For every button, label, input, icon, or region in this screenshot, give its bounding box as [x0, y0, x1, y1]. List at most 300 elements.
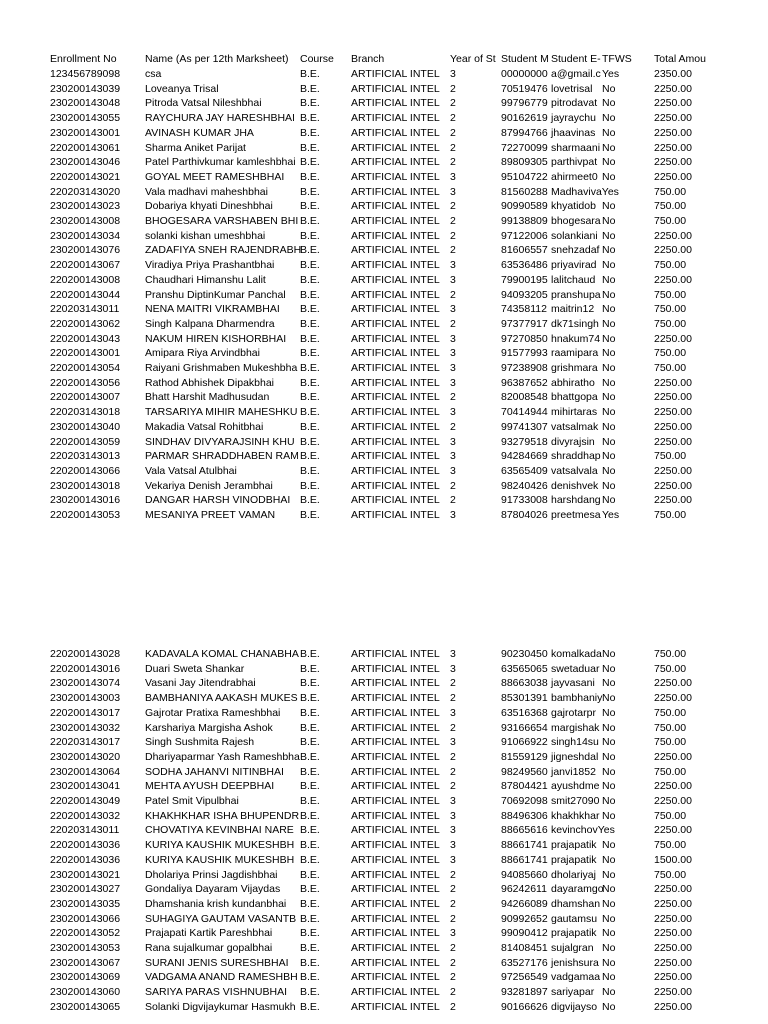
- student-email-cell: dholariyaj: [551, 868, 596, 881]
- student-name-cell: Dhariyaparmar Yash Rameshbha: [145, 750, 300, 763]
- table-row: [0, 155, 768, 170]
- table-row: [0, 67, 768, 82]
- student-mobile-cell: 87994766: [501, 126, 548, 139]
- year-of-study-cell: 3: [450, 824, 456, 837]
- total-amount-cell: 2250.00: [654, 273, 692, 286]
- course-cell: B.E.: [300, 1000, 320, 1013]
- student-email-cell: maitrin12: [551, 303, 595, 316]
- student-mobile-cell: 99796779: [501, 97, 548, 110]
- table-row: [0, 420, 768, 435]
- tfws-cell: No: [602, 927, 616, 940]
- student-email-cell: a@gmail.c: [551, 68, 601, 80]
- student-email-cell: prajapatik: [551, 927, 597, 940]
- student-mobile-cell: 98249560: [501, 765, 548, 778]
- student-mobile-cell: 79900195: [501, 273, 548, 286]
- branch-cell: ARTIFICIAL INTEL: [351, 112, 440, 125]
- student-mobile-cell: 98240426: [501, 479, 548, 492]
- branch-cell: ARTIFICIAL INTEL: [351, 479, 440, 492]
- total-amount-cell: 2250.00: [654, 97, 692, 110]
- branch-cell: ARTIFICIAL INTEL: [351, 692, 440, 705]
- total-amount-cell: 2250.00: [654, 692, 692, 705]
- tfws-cell: TFWS: [602, 53, 632, 65]
- course-cell: B.E.: [300, 68, 320, 80]
- student-email-cell: jayvasani: [551, 677, 595, 690]
- student-mobile-cell: 90166626: [501, 1000, 548, 1013]
- enrollment-no-cell: 230200143003: [50, 692, 121, 705]
- student-name-cell: Bhatt Harshit Madhusudan: [145, 391, 270, 404]
- branch-cell: ARTIFICIAL INTEL: [351, 141, 440, 154]
- course-cell: B.E.: [300, 736, 320, 749]
- student-name-cell: csa: [145, 68, 162, 80]
- student-email-cell: preetmesa: [551, 509, 601, 521]
- student-name-cell: MESANIYA PREET VAMAN: [145, 509, 276, 521]
- course-cell: B.E.: [300, 494, 320, 507]
- enrollment-no-cell: 220203143018: [50, 406, 121, 419]
- branch-cell: ARTIFICIAL INTEL: [351, 450, 440, 463]
- table-row: [0, 750, 768, 765]
- branch-cell: ARTIFICIAL INTEL: [351, 897, 440, 910]
- student-mobile-cell: 88496306: [501, 809, 548, 822]
- student-name-cell: DANGAR HARSH VINODBHAI: [145, 494, 291, 507]
- total-amount-cell: 2350.00: [654, 68, 692, 80]
- student-name-cell: SUHAGIYA GAUTAM VASANTB: [145, 912, 297, 925]
- branch-cell: ARTIFICIAL INTEL: [351, 435, 440, 448]
- total-amount-cell: Total Amou: [654, 53, 706, 65]
- year-of-study-cell: 2: [450, 215, 456, 227]
- enrollment-no-cell: 230200143074: [50, 677, 121, 690]
- student-mobile-cell: 63536486: [501, 259, 548, 272]
- enrollment-no-cell: 230200143032: [50, 721, 121, 734]
- student-mobile-cell: 97122006: [501, 229, 548, 242]
- student-name-cell: Gajrotar Pratixa Rameshbhai: [145, 706, 281, 719]
- year-of-study-cell: 3: [450, 362, 456, 374]
- table-row: [0, 229, 768, 244]
- branch-cell: ARTIFICIAL INTEL: [351, 750, 440, 763]
- branch-cell: ARTIFICIAL INTEL: [351, 185, 440, 198]
- total-amount-cell: 750.00: [654, 288, 687, 301]
- student-name-cell: KURIYA KAUSHIK MUKESHBH: [145, 853, 295, 866]
- table-row: [0, 508, 768, 523]
- total-amount-cell: 750.00: [654, 200, 687, 213]
- table-row: [0, 985, 768, 1000]
- student-mobile-cell: 87804026: [501, 509, 548, 521]
- year-of-study-cell: 3: [450, 853, 456, 866]
- course-cell: B.E.: [300, 244, 320, 257]
- year-of-study-cell: 2: [450, 494, 456, 507]
- student-name-cell: Dholariya Prinsi Jagdishbhai: [145, 868, 278, 881]
- course-cell: B.E.: [300, 912, 320, 925]
- student-mobile-cell: 85301391: [501, 692, 548, 705]
- total-amount-cell: 2250.00: [654, 971, 692, 984]
- branch-cell: ARTIFICIAL INTEL: [351, 662, 440, 675]
- student-mobile-cell: 88661741: [501, 839, 548, 852]
- enrollment-no-cell: 220200143053: [50, 509, 121, 521]
- student-name-cell: Gondaliya Dayaram Vijaydas: [145, 883, 281, 896]
- branch-cell: ARTIFICIAL INTEL: [351, 795, 440, 807]
- total-amount-cell: 750.00: [654, 765, 687, 778]
- branch-cell: ARTIFICIAL INTEL: [351, 406, 440, 419]
- student-email-cell: solankiani: [551, 229, 598, 242]
- course-cell: B.E.: [300, 303, 320, 316]
- year-of-study-cell: 3: [450, 809, 456, 822]
- table-row: [0, 170, 768, 185]
- total-amount-cell: 750.00: [654, 706, 687, 719]
- student-email-cell: bhattgopa: [551, 391, 598, 404]
- student-mobile-cell: Student M: [501, 53, 549, 65]
- table-row: [0, 435, 768, 450]
- branch-cell: ARTIFICIAL INTEL: [351, 332, 440, 345]
- table-row: [0, 390, 768, 405]
- total-amount-cell: 1500.00: [654, 853, 692, 866]
- table-row: [0, 317, 768, 332]
- table-row: [0, 376, 768, 391]
- course-cell: B.E.: [300, 317, 320, 330]
- student-name-cell: Rathod Abhishek Dipakbhai: [145, 376, 275, 389]
- year-of-study-cell: 2: [450, 942, 456, 954]
- branch-cell: ARTIFICIAL INTEL: [351, 509, 440, 521]
- student-email-cell: sharmaani: [551, 141, 601, 154]
- student-email-cell: pitrodavat: [551, 97, 598, 110]
- branch-cell: ARTIFICIAL INTEL: [351, 82, 440, 95]
- student-name-cell: CHOVATIYA KEVINBHAI NARE: [145, 824, 294, 837]
- student-email-cell: dhamshan: [551, 897, 601, 910]
- tfws-cell: No: [602, 780, 616, 793]
- year-of-study-cell: 2: [450, 750, 456, 763]
- student-email-cell: janvi1852: [551, 765, 596, 778]
- student-email-cell: abhiratho: [551, 376, 595, 389]
- total-amount-cell: 750.00: [654, 721, 687, 734]
- student-name-cell: Viradiya Priya Prashantbhai: [145, 259, 275, 272]
- enrollment-no-cell: 220200143067: [50, 259, 121, 272]
- total-amount-cell: 750.00: [654, 868, 687, 881]
- student-mobile-cell: 70519476: [501, 82, 548, 95]
- student-email-cell: jigneshdal: [551, 750, 599, 763]
- year-of-study-cell: 3: [450, 839, 456, 852]
- course-cell: B.E.: [300, 406, 320, 419]
- table-row: [0, 214, 768, 229]
- total-amount-cell: 2250.00: [654, 986, 692, 999]
- student-email-cell: divyrajsin: [551, 435, 595, 448]
- year-of-study-cell: 2: [450, 391, 456, 404]
- student-email-cell: pranshupa: [551, 288, 601, 301]
- student-mobile-cell: 96387652: [501, 376, 548, 389]
- student-name-cell: Patel Smit Vipulbhai: [145, 795, 239, 807]
- enrollment-no-cell: 220200143044: [50, 288, 121, 301]
- student-mobile-cell: 90230450: [501, 648, 548, 660]
- enrollment-no-cell: 220200143052: [50, 927, 121, 940]
- enrollment-no-cell: 230200143048: [50, 97, 121, 110]
- branch-cell: ARTIFICIAL INTEL: [351, 883, 440, 896]
- branch-cell: ARTIFICIAL INTEL: [351, 347, 440, 360]
- table-row: [0, 706, 768, 721]
- student-email-cell: denishvek: [551, 479, 599, 492]
- tfws-cell: No: [602, 170, 616, 183]
- course-cell: B.E.: [300, 229, 320, 242]
- total-amount-cell: 750.00: [654, 662, 687, 675]
- student-name-cell: ZADAFIYA SNEH RAJENDRABH: [145, 244, 302, 257]
- tfws-cell: No: [602, 971, 616, 984]
- year-of-study-cell: 3: [450, 706, 456, 719]
- tfws-cell: No: [602, 765, 616, 778]
- tfws-cell: No: [602, 839, 616, 852]
- branch-cell: ARTIFICIAL INTEL: [351, 971, 440, 984]
- year-of-study-cell: 3: [450, 509, 456, 521]
- student-mobile-cell: 81560288: [501, 185, 548, 198]
- course-cell: B.E.: [300, 288, 320, 301]
- course-cell: B.E.: [300, 259, 320, 272]
- branch-cell: ARTIFICIAL INTEL: [351, 853, 440, 866]
- enrollment-no-cell: 220200143066: [50, 464, 121, 477]
- student-mobile-cell: 63565409: [501, 464, 548, 477]
- student-mobile-cell: 90162619: [501, 112, 548, 125]
- student-mobile-cell: 70692098: [501, 795, 548, 807]
- course-cell: B.E.: [300, 824, 320, 837]
- course-cell: B.E.: [300, 200, 320, 213]
- tfws-cell: No: [602, 912, 616, 925]
- table-row: [0, 721, 768, 736]
- student-name-cell: VADGAMA ANAND RAMESHBH: [145, 971, 298, 984]
- table-row: [0, 258, 768, 273]
- course-cell: B.E.: [300, 721, 320, 734]
- year-of-study-cell: 2: [450, 156, 456, 169]
- student-name-cell: Vasani Jay Jitendrabhai: [145, 677, 256, 690]
- tfws-cell: No: [602, 215, 616, 227]
- course-cell: B.E.: [300, 141, 320, 154]
- total-amount-cell: 750.00: [654, 450, 687, 463]
- enrollment-no-cell: 220200143036: [50, 839, 121, 852]
- student-mobile-cell: 99090412: [501, 927, 548, 940]
- course-cell: B.E.: [300, 215, 320, 227]
- tfws-cell: No: [602, 97, 616, 110]
- branch-cell: ARTIFICIAL INTEL: [351, 839, 440, 852]
- year-of-study-cell: 3: [450, 332, 456, 345]
- table-row: [0, 332, 768, 347]
- tfws-cell: No: [602, 464, 616, 477]
- enrollment-no-cell: 220200143021: [50, 170, 121, 183]
- branch-cell: ARTIFICIAL INTEL: [351, 780, 440, 793]
- enrollment-no-cell: 220200143036: [50, 853, 121, 866]
- branch-cell: Branch: [351, 53, 385, 65]
- year-of-study-cell: 3: [450, 406, 456, 419]
- tfws-cell: No: [602, 126, 616, 139]
- branch-cell: ARTIFICIAL INTEL: [351, 1000, 440, 1013]
- course-cell: B.E.: [300, 897, 320, 910]
- student-email-cell: kevinchovYes: [551, 824, 615, 837]
- branch-cell: ARTIFICIAL INTEL: [351, 376, 440, 389]
- table-row: [0, 676, 768, 691]
- student-email-cell: gautamsu: [551, 912, 598, 925]
- student-name-cell: KURIYA KAUSHIK MUKESHBH: [145, 839, 295, 852]
- year-of-study-cell: 2: [450, 956, 456, 969]
- student-mobile-cell: 94266089: [501, 897, 548, 910]
- branch-cell: ARTIFICIAL INTEL: [351, 868, 440, 881]
- student-name-cell: MEHTA AYUSH DEEPBHAI: [145, 780, 275, 793]
- student-email-cell: vatsalvala: [551, 464, 598, 477]
- table-row: [0, 288, 768, 303]
- tfws-cell: No: [602, 853, 616, 866]
- branch-cell: ARTIFICIAL INTEL: [351, 986, 440, 999]
- student-name-cell: Vala madhavi maheshbhai: [145, 185, 268, 198]
- student-email-cell: sariyapar: [551, 986, 595, 999]
- tfws-cell: No: [602, 391, 616, 404]
- course-cell: Course: [300, 53, 334, 65]
- year-of-study-cell: 3: [450, 273, 456, 286]
- total-amount-cell: 2250.00: [654, 780, 692, 793]
- enrollment-no-cell: 230200143039: [50, 82, 121, 95]
- year-of-study-cell: 2: [450, 97, 456, 110]
- student-name-cell: Pranshu DiptinKumar Panchal: [145, 288, 286, 301]
- student-mobile-cell: 91577993: [501, 347, 548, 360]
- student-mobile-cell: 89809305: [501, 156, 548, 169]
- student-name-cell: Rana sujalkumar gopalbhai: [145, 942, 273, 954]
- student-name-cell: Duari Sweta Shankar: [145, 662, 245, 675]
- total-amount-cell: 2250.00: [654, 897, 692, 910]
- student-mobile-cell: 95104722: [501, 170, 548, 183]
- table-row: [0, 765, 768, 780]
- student-email-cell: snehzadaf: [551, 244, 600, 257]
- branch-cell: ARTIFICIAL INTEL: [351, 303, 440, 316]
- year-of-study-cell: 2: [450, 200, 456, 213]
- student-mobile-cell: 91066922: [501, 736, 548, 749]
- total-amount-cell: 750.00: [654, 736, 687, 749]
- student-mobile-cell: 99741307: [501, 420, 548, 433]
- total-amount-cell: 750.00: [654, 215, 687, 227]
- enrollment-no-cell: 230200143027: [50, 883, 121, 896]
- year-of-study-cell: 2: [450, 420, 456, 433]
- tfws-cell: No: [602, 736, 616, 749]
- student-mobile-cell: 94093205: [501, 288, 548, 301]
- enrollment-no-cell: 220200143001: [50, 347, 121, 360]
- student-mobile-cell: 63527176: [501, 956, 548, 969]
- total-amount-cell: 750.00: [654, 362, 687, 374]
- enrollment-no-cell: 230200143046: [50, 156, 121, 169]
- tfws-cell: No: [602, 692, 616, 705]
- enrollment-no-cell: 230200143040: [50, 420, 121, 433]
- student-email-cell: shraddhap: [551, 450, 601, 463]
- total-amount-cell: 2250.00: [654, 824, 692, 837]
- enrollment-no-cell: 230200143065: [50, 1000, 121, 1013]
- year-of-study-cell: 3: [450, 376, 456, 389]
- enrollment-no-cell: 230200143055: [50, 112, 121, 125]
- table-row: [0, 449, 768, 464]
- branch-cell: ARTIFICIAL INTEL: [351, 765, 440, 778]
- course-cell: B.E.: [300, 780, 320, 793]
- student-mobile-cell: 97270850: [501, 332, 548, 345]
- student-email-cell: khyatidob: [551, 200, 596, 213]
- tfws-cell: No: [602, 883, 616, 896]
- tfws-cell: No: [602, 362, 616, 374]
- total-amount-cell: 750.00: [654, 347, 687, 360]
- tfws-cell: No: [602, 721, 616, 734]
- branch-cell: ARTIFICIAL INTEL: [351, 259, 440, 272]
- total-amount-cell: 2250.00: [654, 750, 692, 763]
- student-name-cell: KADAVALA KOMAL CHANABHA: [145, 648, 299, 660]
- branch-cell: ARTIFICIAL INTEL: [351, 464, 440, 477]
- student-email-cell: mihirtaras: [551, 406, 598, 419]
- tfws-cell: No: [602, 317, 616, 330]
- branch-cell: ARTIFICIAL INTEL: [351, 170, 440, 183]
- course-cell: B.E.: [300, 464, 320, 477]
- table-row: [0, 794, 768, 809]
- enrollment-no-cell: 220203143020: [50, 185, 121, 198]
- student-name-cell: Makadia Vatsal Rohitbhai: [145, 420, 264, 433]
- tfws-cell: No: [602, 435, 616, 448]
- total-amount-cell: 2250.00: [654, 391, 692, 404]
- tfws-cell: [602, 185, 652, 200]
- year-of-study-cell: 2: [450, 986, 456, 999]
- year-of-study-cell: 3: [450, 435, 456, 448]
- table-row: [0, 735, 768, 750]
- student-mobile-cell: 97377917: [501, 317, 548, 330]
- year-of-study-cell: 2: [450, 229, 456, 242]
- tfws-cell: No: [602, 809, 616, 822]
- course-cell: B.E.: [300, 376, 320, 389]
- student-name-cell: Vekariya Denish Jerambhai: [145, 479, 273, 492]
- tfws-cell: No: [602, 82, 616, 95]
- student-name-cell: SINDHAV DIVYARAJSINH KHU: [145, 435, 295, 448]
- student-name-cell: BHOGESARA VARSHABEN BHI: [145, 215, 299, 227]
- total-amount-cell: 2250.00: [654, 1000, 692, 1013]
- student-mobile-cell: 87804421: [501, 780, 548, 793]
- year-of-study-cell: 2: [450, 317, 456, 330]
- branch-cell: ARTIFICIAL INTEL: [351, 317, 440, 330]
- student-email-cell: jayraychu: [551, 112, 596, 125]
- course-cell: B.E.: [300, 82, 320, 95]
- student-name-cell: solanki kishan umeshbhai: [145, 229, 266, 242]
- branch-cell: ARTIFICIAL INTEL: [351, 229, 440, 242]
- tfws-cell: No: [602, 677, 616, 690]
- student-email-cell: vatsalmak: [551, 420, 599, 433]
- student-name-cell: Chaudhari Himanshu Lalit: [145, 273, 266, 286]
- year-of-study-cell: 3: [450, 736, 456, 749]
- tfws-cell: No: [602, 662, 616, 675]
- student-name-cell: BAMBHANIYA AAKASH MUKES: [145, 692, 298, 705]
- year-of-study-cell: 3: [450, 185, 456, 198]
- course-cell: B.E.: [300, 692, 320, 705]
- enrollment-no-cell: 230200143016: [50, 494, 121, 507]
- total-amount-cell: 2250.00: [654, 126, 692, 139]
- student-email-cell: prajapatik: [551, 853, 597, 866]
- table-row: [0, 926, 768, 941]
- course-cell: B.E.: [300, 156, 320, 169]
- table-row: [0, 912, 768, 927]
- enrollment-no-cell: 230200143034: [50, 229, 121, 242]
- total-amount-cell: 2250.00: [654, 420, 692, 433]
- tfws-cell: No: [602, 795, 616, 807]
- total-amount-cell: 750.00: [654, 259, 687, 272]
- course-cell: B.E.: [300, 170, 320, 183]
- student-email-cell: priyavirad: [551, 259, 597, 272]
- table-row: [0, 405, 768, 420]
- tfws-cell: No: [602, 750, 616, 763]
- branch-cell: ARTIFICIAL INTEL: [351, 420, 440, 433]
- enrollment-no-cell: 220203143013: [50, 450, 121, 463]
- student-email-cell: komalkada: [551, 648, 602, 660]
- student-email-cell: hnakum74: [551, 332, 601, 345]
- branch-cell: ARTIFICIAL INTEL: [351, 97, 440, 110]
- tfws-cell: No: [602, 479, 616, 492]
- course-cell: B.E.: [300, 868, 320, 881]
- course-cell: B.E.: [300, 185, 320, 198]
- total-amount-cell: 2250.00: [654, 479, 692, 492]
- year-of-study-cell: 2: [450, 692, 456, 705]
- student-email-cell: parthivpat: [551, 156, 598, 169]
- branch-cell: ARTIFICIAL INTEL: [351, 288, 440, 301]
- year-of-study-cell: 2: [450, 82, 456, 95]
- tfws-cell: No: [602, 376, 616, 389]
- total-amount-cell: 2250.00: [654, 156, 692, 169]
- table-row: [0, 838, 768, 853]
